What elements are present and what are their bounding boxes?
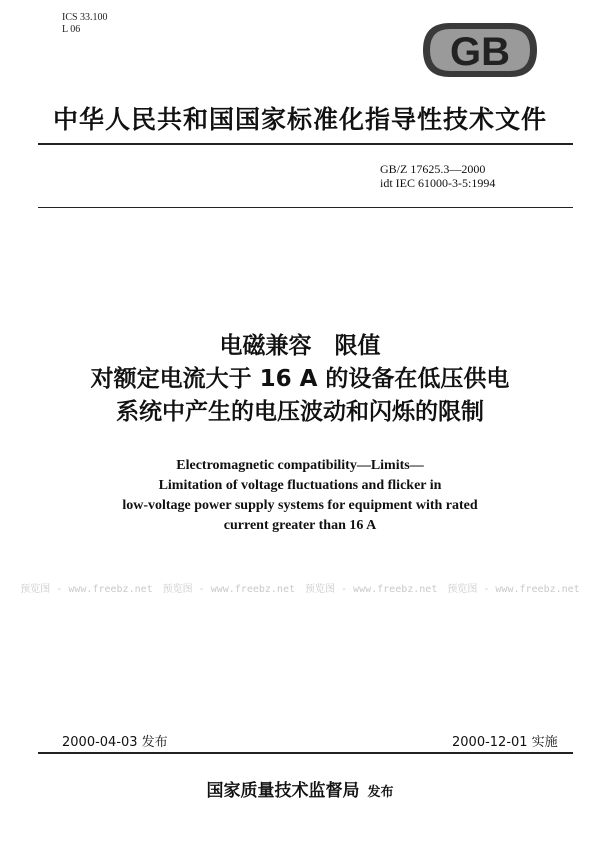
title-en-line: Electromagnetic compatibility—Limits— [176,458,424,473]
footer-rule [38,752,573,754]
implementation-date: 2000-12-01 实施 [452,735,558,750]
class-code: L 06 [62,24,81,35]
standard-number: GB/Z 17625.3—2000 [380,162,486,176]
classification-codes [62,12,108,36]
header-rule [38,143,573,145]
title-english [0,456,600,536]
gb-logo [420,20,540,80]
standard-number-block [380,162,570,190]
issuer-action: 发布 [367,785,394,800]
title-en-line: low-voltage power supply systems for equipment with rated [122,498,478,513]
title-en-line: Limitation of voltage fluctuations and flicker in [158,478,442,493]
ics-code: ICS 33.100 [62,12,108,23]
issuer-name: 国家质量技术监督局 [206,781,360,801]
title-cn-line: 系统中产生的电压波动和闪烁的限制 [116,399,484,425]
document-type: 中华人民共和国国家标准化指导性技术文件 [52,105,547,134]
issuer-line [0,776,600,801]
title-chinese [0,330,600,429]
number-rule [38,207,573,208]
standard-equivalence: idt IEC 61000-3-5:1994 [380,176,496,190]
gb-logo-text: GB [450,30,510,74]
title-cn-line: 电磁兼容 限值 [219,333,381,359]
title-cn-line: 对额定电流大于 16 A 的设备在低压供电 [90,366,510,392]
publish-date: 2000-04-03 发布 [62,735,168,750]
title-en-line: current greater than 16 A [223,518,377,533]
preview-watermark: 预览图 - www.freebz.net 预览图 - www.freebz.net 预览图 - www.freebz.net 预览图 - www.freebz.net [20,584,580,595]
